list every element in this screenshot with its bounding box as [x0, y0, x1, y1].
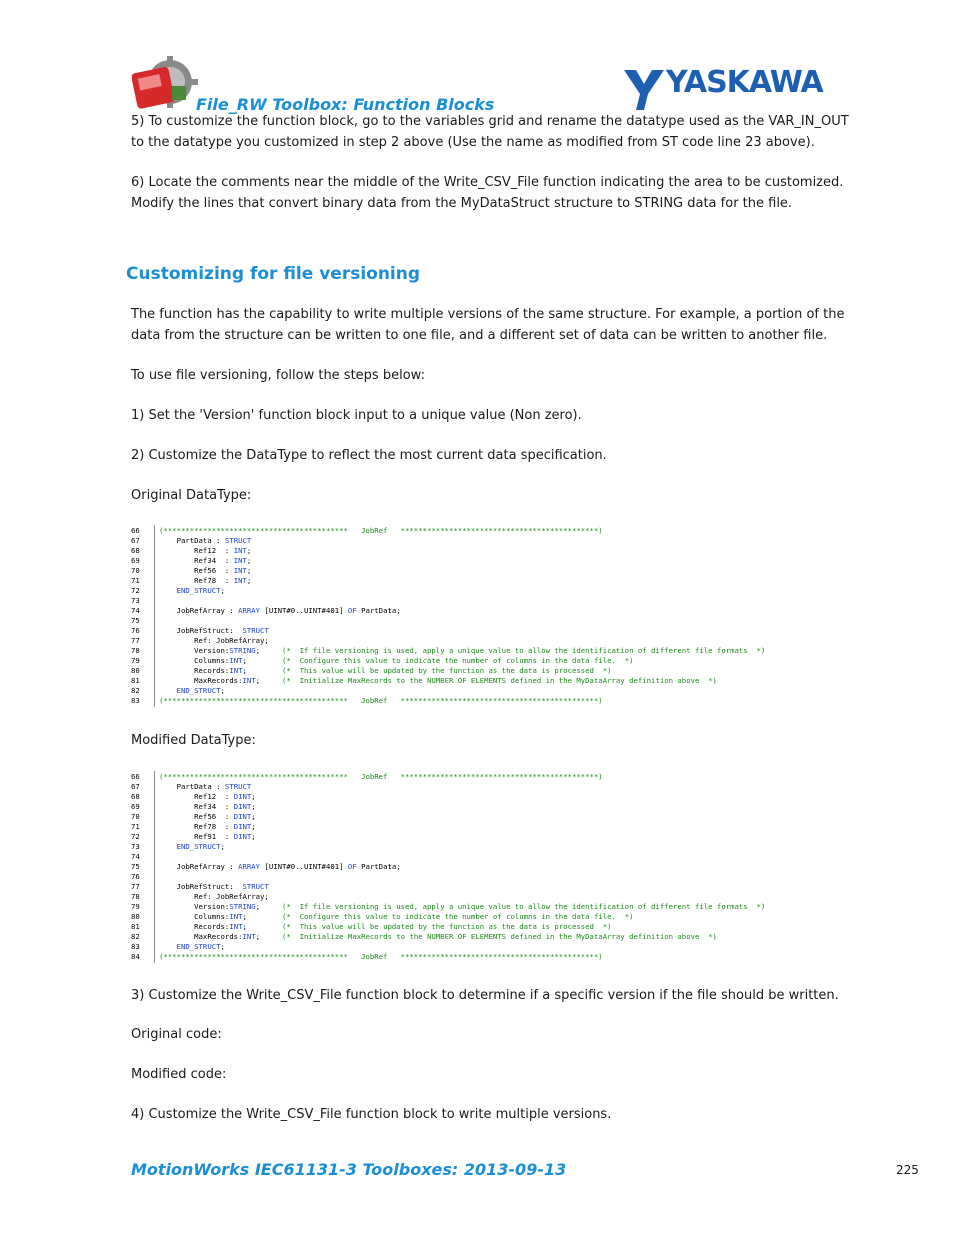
line-number: 73 [131, 596, 140, 605]
code-line [131, 832, 851, 842]
code-line [131, 526, 851, 536]
line-number: 66 [131, 526, 140, 535]
line-number: 69 [131, 802, 140, 811]
line-number: 72 [131, 832, 140, 841]
modified-datatype-code [131, 771, 851, 963]
versioning-step2: 2) Customize the DataType to reflect the most current data specification. [131, 448, 607, 463]
code-text: PartData : STRUCT [159, 782, 252, 791]
code-line [131, 676, 851, 686]
line-number: 66 [131, 772, 140, 781]
line-number: 79 [131, 902, 140, 911]
gear-logo-icon [132, 56, 198, 112]
code-line [131, 872, 851, 882]
line-number: 80 [131, 912, 140, 921]
line-number: 72 [131, 586, 140, 595]
code-text: Ref56 : INT; [159, 566, 252, 575]
code-line [131, 922, 851, 932]
page-number: 225 [896, 1163, 919, 1177]
code-line [131, 586, 851, 596]
code-text: Records:INT; (* This value will be updated by the function as the data is processed *) [159, 666, 612, 675]
modified-datatype-label: Modified DataType: [131, 733, 256, 748]
code-text: Ref34 : INT; [159, 556, 252, 565]
code-line [131, 892, 851, 902]
code-line [131, 666, 851, 676]
code-line [131, 912, 851, 922]
code-line [131, 556, 851, 566]
code-text: Ref: JobRefArray; [159, 892, 269, 901]
line-number: 71 [131, 822, 140, 831]
line-number: 75 [131, 862, 140, 871]
code-line [131, 822, 851, 832]
code-text: Ref12 : DINT; [159, 792, 256, 801]
code-line [131, 616, 851, 626]
versioning-step1: 1) Set the 'Version' function block input to a unique value (Non zero). [131, 408, 582, 423]
code-line [131, 862, 851, 872]
code-text: (****************************************** JobRef *********************************************) [159, 696, 603, 705]
line-number: 83 [131, 696, 140, 705]
line-number: 78 [131, 892, 140, 901]
line-number: 82 [131, 686, 140, 695]
code-text: Ref12 : INT; [159, 546, 252, 555]
step6-line1: 6) Locate the comments near the middle of the Write_CSV_File function indicating the area to be customized. [131, 175, 844, 190]
line-number: 73 [131, 842, 140, 851]
code-line [131, 902, 851, 912]
line-number: 78 [131, 646, 140, 655]
code-text: END_STRUCT; [176, 942, 225, 951]
line-number: 77 [131, 636, 140, 645]
toolbox-logo [132, 56, 198, 112]
code-text: END_STRUCT; [176, 586, 225, 595]
code-text: Columns:INT; (* Configure this value to indicate the number of columns in the data file. *) [159, 912, 634, 921]
code-line [131, 606, 851, 616]
line-number: 70 [131, 566, 140, 575]
versioning-step4: 4) Customize the Write_CSV_File function block to write multiple versions. [131, 1107, 612, 1122]
code-line [131, 536, 851, 546]
code-line [131, 772, 851, 782]
original-datatype-code [131, 525, 851, 707]
code-text: Columns:INT; (* Configure this value to indicate the number of columns in the data file. *) [159, 656, 634, 665]
versioning-step3: 3) Customize the Write_CSV_File function block to determine if a specific version if the file should be written. [131, 988, 839, 1003]
code-line [131, 546, 851, 556]
code-line [131, 576, 851, 586]
line-number: 79 [131, 656, 140, 665]
code-text: MaxRecords:INT; (* Initialize MaxRecords to the NUMBER OF ELEMENTS defined in the MyDataArray definition above *) [159, 932, 717, 941]
code-text: JobRefStruct: STRUCT [159, 626, 269, 635]
header-title: File_RW Toolbox: Function Blocks [196, 95, 495, 114]
code-line [131, 852, 851, 862]
line-number: 74 [131, 852, 140, 861]
code-text: MaxRecords:INT; (* Initialize MaxRecords to the NUMBER OF ELEMENTS defined in the MyDataArray definition above *) [159, 676, 717, 685]
code-line [131, 942, 851, 952]
code-line [131, 952, 851, 962]
line-number: 68 [131, 546, 140, 555]
section-heading: Customizing for file versioning [126, 264, 421, 284]
code-text: Ref: JobRefArray; [159, 636, 269, 645]
code-text: Version:STRING; (* If file versioning is used, apply a unique value to allow the identification of different file formats *) [159, 646, 766, 655]
line-number: 80 [131, 666, 140, 675]
code-line [131, 596, 851, 606]
line-number: 81 [131, 676, 140, 685]
code-text: Version:STRING; (* If file versioning is used, apply a unique value to allow the identification of different file formats *) [159, 902, 766, 911]
intro-line2: data from the structure can be written to one file, and a different set of data can be written to another file. [131, 328, 828, 343]
line-number: 82 [131, 932, 140, 941]
code-line [131, 696, 851, 706]
code-text: Ref78 : DINT; [159, 822, 256, 831]
yaskawa-mark-icon [622, 66, 666, 112]
code-text: Ref78 : INT; [159, 576, 252, 585]
line-number: 84 [131, 952, 140, 961]
line-number: 76 [131, 872, 140, 881]
line-number: 81 [131, 922, 140, 931]
line-number: 77 [131, 882, 140, 891]
code-line [131, 686, 851, 696]
step5-line1: 5) To customize the function block, go to the variables grid and rename the datatype used as the VAR_IN_OUT [131, 114, 849, 129]
code-text: Ref34 : DINT; [159, 802, 256, 811]
code-text: PartData : STRUCT [159, 536, 252, 545]
code-text: Records:INT; (* This value will be updated by the function as the data is processed *) [159, 922, 612, 931]
code-text: (****************************************** JobRef *********************************************) [159, 526, 603, 535]
line-number: 68 [131, 792, 140, 801]
code-line [131, 882, 851, 892]
intro-line1: The function has the capability to write multiple versions of the same structure. For example, a portion of the [131, 307, 845, 322]
code-line [131, 802, 851, 812]
footer-title: MotionWorks IEC61131-3 Toolboxes: 2013-09-13 [131, 1160, 567, 1179]
code-line [131, 566, 851, 576]
code-line [131, 656, 851, 666]
code-line [131, 782, 851, 792]
line-number: 69 [131, 556, 140, 565]
code-line [131, 932, 851, 942]
code-text: END_STRUCT; [176, 842, 225, 851]
code-line [131, 792, 851, 802]
line-number: 83 [131, 942, 140, 951]
line-number: 70 [131, 812, 140, 821]
code-line [131, 626, 851, 636]
line-number: 67 [131, 536, 140, 545]
step5-line2: to the datatype you customized in step 2 above (Use the name as modified from ST code line 23 above). [131, 135, 815, 150]
code-text: Ref56 : DINT; [159, 812, 256, 821]
code-text: Ref91 : DINT; [159, 832, 256, 841]
code-text: END_STRUCT; [176, 686, 225, 695]
modified-code-label: Modified code: [131, 1067, 227, 1082]
line-number: 74 [131, 606, 140, 615]
code-line [131, 636, 851, 646]
code-text: JobRefArray : ARRAY [UINT#0..UINT#401] OF PartData; [159, 862, 401, 871]
steps-intro: To use file versioning, follow the steps below: [131, 368, 425, 383]
line-number: 76 [131, 626, 140, 635]
code-line [131, 842, 851, 852]
step6-line2: Modify the lines that convert binary data from the MyDataStruct structure to STRING data for the file. [131, 196, 793, 211]
code-text: JobRefStruct: STRUCT [159, 882, 269, 891]
line-number: 71 [131, 576, 140, 585]
code-text: (****************************************** JobRef *********************************************) [159, 772, 603, 781]
line-number: 75 [131, 616, 140, 625]
code-line [131, 812, 851, 822]
code-line [131, 646, 851, 656]
yaskawa-wordmark: YASKAWA [666, 65, 823, 100]
original-code-label: Original code: [131, 1027, 222, 1042]
code-text: (****************************************** JobRef *********************************************) [159, 952, 603, 961]
line-number: 67 [131, 782, 140, 791]
code-text: JobRefArray : ARRAY [UINT#0..UINT#401] OF PartData; [159, 606, 401, 615]
original-datatype-label: Original DataType: [131, 488, 252, 503]
